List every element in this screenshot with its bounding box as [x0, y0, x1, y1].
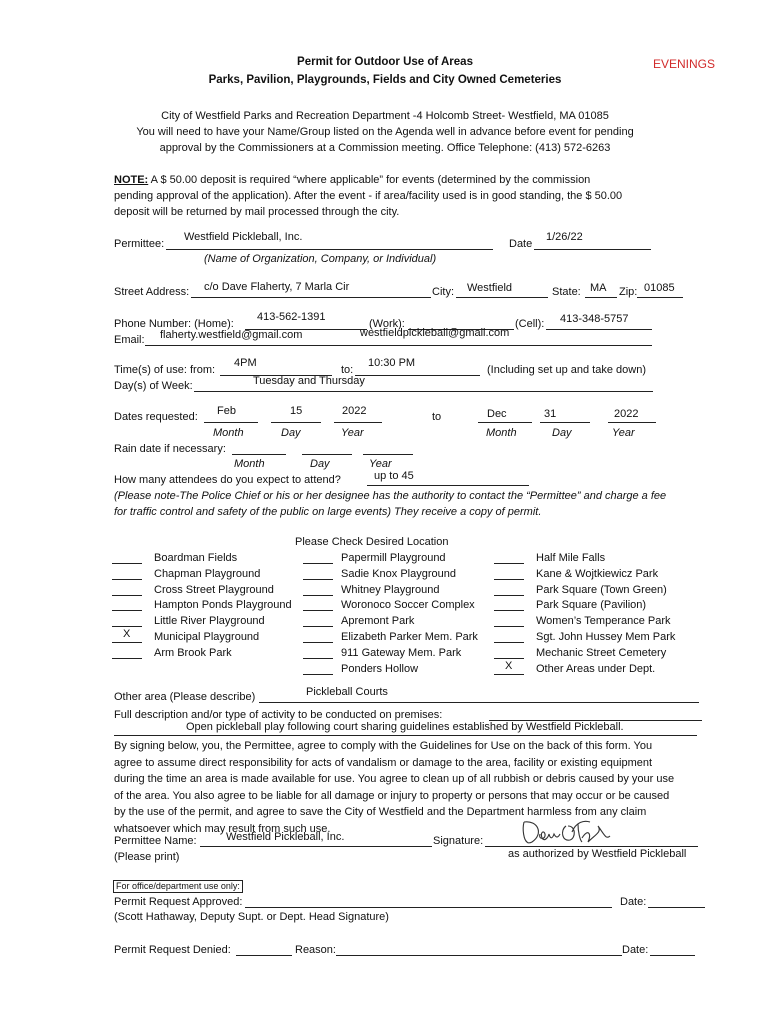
location-name: Whitney Playground	[341, 583, 440, 596]
approved-label: Permit Request Approved:	[114, 896, 243, 908]
location-name: Park Square (Town Green)	[536, 583, 667, 596]
email-field[interactable]: flaherty.westfield@gmail.com	[160, 329, 303, 341]
location-checkbox[interactable]	[303, 626, 333, 627]
location-checkbox[interactable]	[303, 658, 333, 659]
police-note-1: (Please note-The Police Chief or his or her designee has the authority to contact the “Permittee” and charge a fee	[114, 490, 667, 502]
to-day-hint: Day	[552, 427, 572, 439]
location-name: Arm Brook Park	[154, 646, 232, 659]
locations-heading: Please Check Desired Location	[295, 536, 449, 548]
time-label: Time(s) of use: from:	[114, 364, 216, 376]
location-name: Boardman Fields	[154, 552, 238, 564]
date-field[interactable]: 1/26/22	[546, 231, 583, 243]
location-checkbox[interactable]	[494, 595, 524, 596]
location-checkbox[interactable]	[303, 642, 333, 643]
permittee-hint: (Name of Organization, Company, or Individual)	[204, 253, 437, 265]
note-line-3: deposit will be returned by mail processed through the city.	[114, 206, 400, 218]
note-text-1: A $ 50.00 deposit is required “where applicable” for events (determined by the commission	[148, 174, 591, 186]
location-checkbox[interactable]	[112, 610, 142, 611]
work-label: (Work):	[369, 318, 405, 330]
zip-field[interactable]: 01085	[644, 282, 675, 294]
time-note: (Including set up and take down)	[487, 364, 646, 376]
permittee-field[interactable]: Westfield Pickleball, Inc.	[184, 231, 303, 243]
location-name: Kane & Wojtkiewicz Park	[536, 567, 659, 580]
location-name: Elizabeth Parker Mem. Park	[341, 631, 478, 643]
agreement-line: agree to assume direct responsibility for acts of vandalism or damage to the area, facility or existing equipment	[114, 756, 653, 769]
denied-field[interactable]	[236, 955, 292, 956]
dept-line-3: approval by the Commissioners at a Commission meeting. Office Telephone: (413) 572-6263	[159, 142, 611, 154]
signature-field[interactable]	[518, 812, 612, 848]
rain-label: Rain date if necessary:	[114, 443, 226, 455]
rain-month-hint: Month	[234, 458, 265, 470]
date-label: Date	[509, 238, 533, 250]
time-from-field[interactable]: 4PM	[234, 357, 257, 369]
to-year-hint: Year	[612, 427, 635, 439]
other-area-field[interactable]: Pickleball Courts	[306, 686, 388, 698]
form-title: Permit for Outdoor Use of Areas	[297, 56, 473, 68]
authorized-note: as authorized by Westfield Pickleball	[508, 848, 687, 860]
location-check-mark: X	[505, 659, 513, 672]
location-name: Municipal Playground	[154, 631, 260, 643]
agreement-line: of the area. You also agree to be liable for all damage or injury to property or persons that may occur or be caused	[114, 789, 670, 802]
location-name: Sadie Knox Playground	[341, 567, 456, 580]
signature-label: Signature:	[433, 835, 484, 847]
location-name: Other Areas under Dept.	[536, 662, 656, 675]
location-checkbox[interactable]	[494, 610, 524, 611]
from-day-hint: Day	[281, 427, 301, 439]
location-name: Papermill Playground	[341, 552, 446, 564]
rain-year-field[interactable]	[363, 454, 413, 455]
agreement-line: by the use of the permit, and agree to save the City of Westfield and the Department harmless from any claim	[114, 806, 647, 819]
location-checkbox[interactable]	[303, 610, 333, 611]
home-phone-field[interactable]: 413-562-1391	[257, 311, 326, 323]
state-field[interactable]: MA	[590, 282, 607, 294]
denied-date-field[interactable]	[650, 955, 695, 956]
location-checkbox[interactable]	[494, 579, 524, 580]
to-month-hint: Month	[486, 427, 517, 439]
reason-label: Reason:	[295, 944, 336, 956]
location-check-mark: X	[123, 628, 131, 640]
location-name: Park Square (Pavilion)	[536, 599, 647, 612]
approver-hint: (Scott Hathaway, Deputy Supt. or Dept. Head Signature)	[114, 911, 389, 923]
zip-label: Zip:	[619, 286, 638, 298]
city-label: City:	[432, 286, 454, 298]
city-field[interactable]: Westfield	[467, 282, 513, 294]
location-checkbox[interactable]	[112, 595, 142, 596]
location-checkbox[interactable]	[112, 658, 142, 659]
rain-day-field[interactable]	[302, 454, 352, 455]
location-name: Chapman Playground	[154, 567, 261, 580]
from-month-hint: Month	[213, 427, 244, 439]
location-checkbox[interactable]	[494, 563, 524, 564]
permittee-name-label: Permittee Name:	[114, 835, 197, 847]
location-name: Cross Street Playground	[154, 583, 274, 596]
location-name: Half Mile Falls	[536, 552, 606, 564]
other-area-label: Other area (Please describe)	[114, 691, 256, 703]
agreement-line: whatsoever which may result from such use.	[114, 823, 331, 835]
dept-line-1: City of Westfield Parks and Recreation Department -4 Holcomb Street- Westfield, MA 01085	[161, 110, 609, 122]
evenings-label: EVENINGS	[653, 57, 716, 71]
cell-label: (Cell):	[515, 318, 545, 330]
agreement-line: during the time an area is made available for use. You agree to clean up of all rubbish or debris caused by your use	[114, 773, 675, 786]
cell-phone-field[interactable]: 413-348-5757	[560, 313, 629, 325]
approved-date-label: Date:	[620, 896, 647, 908]
rain-year-hint: Year	[369, 458, 392, 470]
location-name: 911 Gateway Mem. Park	[341, 646, 462, 659]
office-use-box: For office/department use only:	[113, 880, 243, 893]
location-name: Apremont Park	[341, 615, 415, 628]
note-line-1	[114, 174, 590, 186]
days-label: Day(s) of Week:	[114, 380, 193, 392]
agreement-line: By signing below, you, the Permittee, agree to comply with the Guidelines for Use on the back of this form. You	[114, 740, 653, 752]
location-checkbox[interactable]	[494, 674, 524, 675]
to-month-field[interactable]: Dec	[487, 408, 507, 420]
dates-label: Dates requested:	[114, 411, 198, 423]
reason-field[interactable]	[336, 955, 622, 956]
work-field[interactable]: westfieldpickleball@gmail.com	[360, 327, 510, 339]
denied-date-label: Date:	[622, 944, 649, 956]
from-month-field[interactable]: Feb	[217, 405, 236, 417]
location-checkbox[interactable]	[494, 642, 524, 643]
email-label: Email:	[114, 334, 145, 346]
location-name: Ponders Hollow	[341, 662, 419, 675]
description-field[interactable]: Open pickleball play following court sharing guidelines established by Westfield Pickleball.	[186, 721, 624, 733]
form-subtitle: Parks, Pavilion, Playgrounds, Fields and City Owned Cemeteries	[208, 74, 562, 86]
days-field[interactable]: Tuesday and Thursday	[253, 375, 365, 387]
description-label: Full description and/or type of activity to be conducted on premises:	[114, 709, 443, 721]
location-checkbox[interactable]	[303, 579, 333, 580]
location-checkbox[interactable]	[303, 595, 333, 596]
dept-line-2: You will need to have your Name/Group listed on the Agenda well in advance before event for pending	[136, 126, 634, 138]
location-checkbox[interactable]	[112, 579, 142, 580]
location-name: Women’s Temperance Park	[536, 615, 671, 628]
location-checkbox[interactable]	[112, 563, 142, 564]
location-checkbox[interactable]	[303, 674, 333, 675]
police-note-2: for traffic control and safety of the public on large events) They receive a copy of permit.	[114, 506, 542, 518]
location-name: Little River Playground	[154, 615, 265, 628]
time-to-field[interactable]: 10:30 PM	[368, 357, 416, 369]
attendees-field[interactable]: up to 45	[374, 470, 414, 482]
to-year-field[interactable]: 2022	[614, 408, 639, 420]
from-day-field[interactable]: 15	[290, 405, 303, 417]
permittee-label: Permittee:	[114, 238, 165, 250]
from-year-hint: Year	[341, 427, 364, 439]
note-label: NOTE:	[114, 174, 149, 186]
street-field[interactable]: c/o Dave Flaherty, 7 Marla Cir	[204, 281, 350, 293]
to-day-field[interactable]: 31	[544, 408, 557, 420]
permittee-name-field[interactable]: Westfield Pickleball, Inc.	[226, 831, 345, 843]
rain-day-hint: Day	[310, 458, 330, 470]
dates-to-label: to	[432, 411, 442, 423]
denied-label: Permit Request Denied:	[114, 944, 231, 956]
location-checkbox[interactable]	[112, 642, 142, 643]
location-name: Mechanic Street Cemetery	[536, 646, 667, 659]
note-line-2: pending approval of the application). After the event - if area/facility used is in good standing, the $ 50.00	[114, 190, 623, 202]
approved-date-field[interactable]	[648, 907, 705, 908]
location-checkbox[interactable]	[303, 563, 333, 564]
location-name: Hampton Ponds Playground	[154, 599, 292, 612]
from-year-field[interactable]: 2022	[342, 405, 367, 417]
rain-month-field[interactable]	[232, 454, 286, 455]
street-label: Street Address:	[114, 286, 190, 298]
attendees-label: How many attendees do you expect to attend?	[114, 474, 341, 486]
phone-label: Phone Number: (Home):	[114, 318, 234, 330]
location-checkbox[interactable]	[494, 626, 524, 627]
location-name: Woronoco Soccer Complex	[341, 599, 475, 612]
to-label: to:	[341, 364, 354, 376]
approved-signature-field[interactable]	[245, 907, 612, 908]
state-label: State:	[552, 286, 581, 298]
print-hint: (Please print)	[114, 851, 180, 863]
location-name: Sgt. John Hussey Mem Park	[536, 631, 676, 643]
